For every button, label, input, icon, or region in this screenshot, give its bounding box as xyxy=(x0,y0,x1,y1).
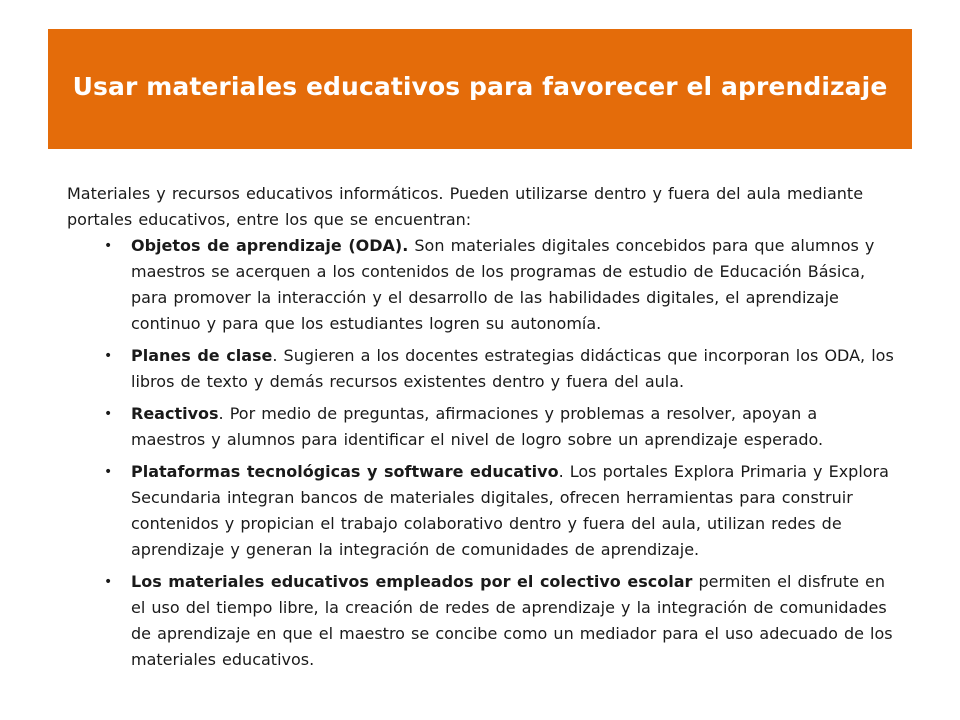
item-term: Plataformas tecnológicas y software educativo xyxy=(131,462,559,481)
bullet-icon: • xyxy=(104,406,113,422)
bullet-list xyxy=(67,233,897,673)
list-item xyxy=(67,343,897,395)
item-text: permiten el disfrute en el uso del tiempo libre, la creación de redes de aprendizaje y la integración de comunidades de aprendizaje en que el maestro se concibe como un mediador para el uso adecuado de los materiales educativos. xyxy=(131,572,893,669)
item-text: . Los portales Explora Primaria y Explora Secundaria integran bancos de materiales digitales, ofrecen herramientas para construir contenidos y propician el trabajo colaborativo dentro y fuera del aula, utilizan redes de aprendizaje y generan la integración de comunidades de aprendizaje. xyxy=(131,462,889,559)
item-term: Planes de clase xyxy=(131,346,273,365)
item-term: Objetos de aprendizaje (ODA). xyxy=(131,236,409,255)
bullet-icon: • xyxy=(104,574,113,590)
slide-body xyxy=(67,181,897,673)
list-item xyxy=(67,233,897,337)
intro-paragraph: Materiales y recursos educativos informáticos. Pueden utilizarse dentro y fuera del aula mediante portales educativos, entre los que se encuentran: xyxy=(67,184,864,229)
bullet-icon: • xyxy=(104,348,113,364)
item-text: Son materiales digitales concebidos para que alumnos y maestros se acerquen a los contenidos de los programas de estudio de Educación Básica, para promover la interacción y el desarrollo de las habilidades digitales, el aprendizaje continuo y para que los estudiantes logren su autonomía. xyxy=(131,236,875,333)
item-term: Reactivos xyxy=(131,404,219,423)
bullet-icon: • xyxy=(104,238,113,254)
item-text: . Sugieren a los docentes estrategias didácticas que incorporan los ODA, los libros de texto y demás recursos existentes dentro y fuera del aula. xyxy=(131,346,894,391)
bullet-icon: • xyxy=(104,464,113,480)
item-term: Los materiales educativos empleados por el colectivo escolar xyxy=(131,572,693,591)
list-item xyxy=(67,459,897,563)
list-item xyxy=(67,401,897,453)
slide-title: Usar materiales educativos para favorecer el aprendizaje xyxy=(72,71,888,101)
item-text: . Por medio de preguntas, afirmaciones y problemas a resolver, apoyan a maestros y alumnos para identificar el nivel de logro sobre un aprendizaje esperado. xyxy=(131,404,824,449)
title-banner xyxy=(48,29,912,149)
list-item xyxy=(67,569,897,673)
